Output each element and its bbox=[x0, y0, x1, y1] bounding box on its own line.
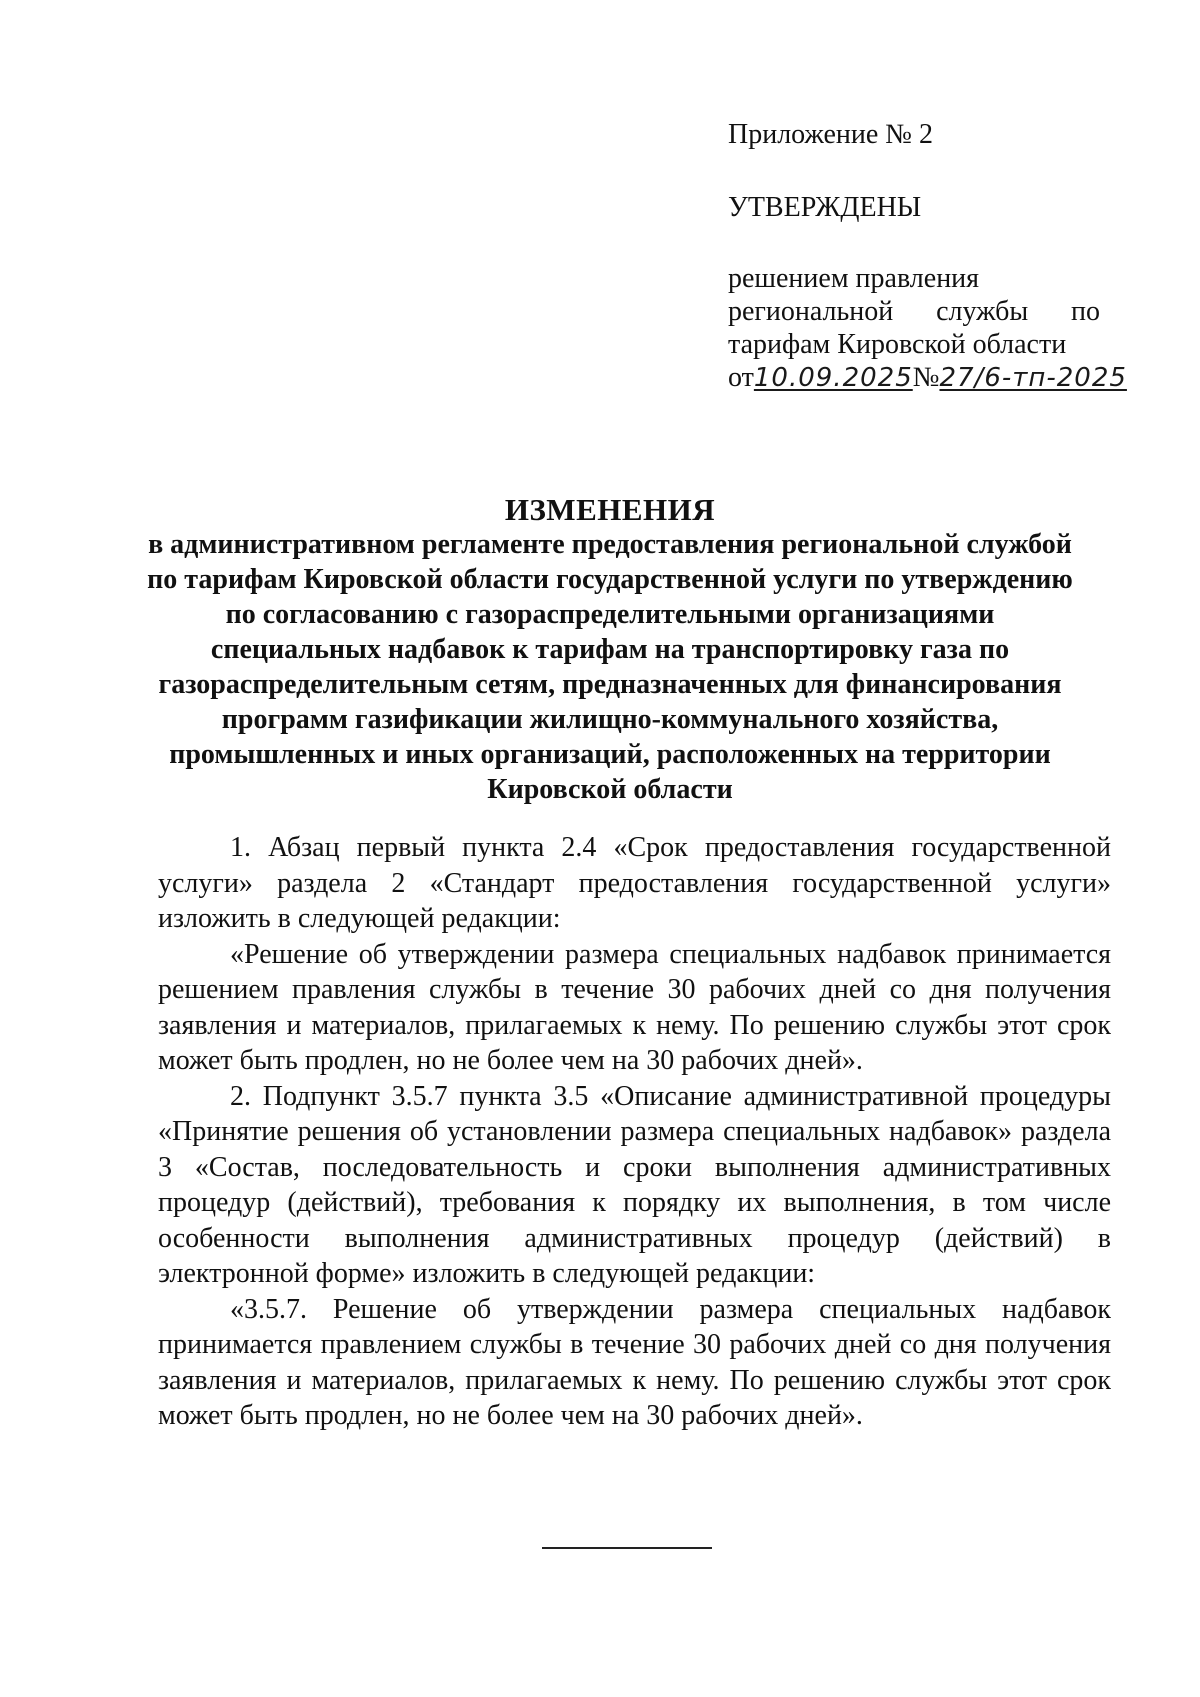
body-paragraph-2: «Решение об утверждении размера специальных надбавок принимается решением правления службы в течение 30 рабочих дней со дня получения заявления и материалов, прилагаемых к нему. По решению службы этот срок может быть продлен, но не более чем на 30 рабочих дней». bbox=[158, 938, 1111, 1076]
body-paragraph-4: «3.5.7. Решение об утверждении размера специальных надбавок принимается правлением службы в течение 30 рабочих дней со дня получения заявления и материалов, прилагаемых к нему. По решению службы этот срок может быть продлен, но не более чем на 30 рабочих дней». bbox=[158, 1293, 1111, 1431]
title-line: по согласованию с газораспределительными организациями bbox=[225, 599, 995, 630]
document-title: ИЗМЕНЕНИЯ bbox=[504, 492, 716, 527]
appendix-label: Приложение № 2 bbox=[728, 119, 933, 150]
number-prefix: № bbox=[912, 362, 940, 393]
document-body bbox=[158, 830, 1111, 1434]
title-line: промышленных и иных организаций, расположенных на территории bbox=[169, 739, 1051, 770]
handwritten-number: 27/6-тп-2025 bbox=[939, 363, 1127, 393]
approved-label: УТВЕРЖДЕНЫ bbox=[728, 192, 922, 223]
title-line: по тарифам Кировской области государственной услуги по утверждению bbox=[147, 564, 1073, 595]
approval-line-1: решением правления bbox=[728, 263, 980, 294]
handwritten-date: 10.09.2025 bbox=[753, 363, 913, 393]
date-prefix: от bbox=[728, 362, 754, 393]
title-line: Кировской области bbox=[487, 774, 733, 805]
approval-block bbox=[728, 118, 1127, 395]
approval-date-line bbox=[728, 361, 1127, 395]
approval-line-2 bbox=[728, 295, 1100, 328]
approval-word-2: службы bbox=[936, 296, 1029, 327]
title-line: газораспределительным сетям, предназначенных для финансирования bbox=[158, 669, 1062, 700]
approval-word-3: по bbox=[1071, 296, 1100, 327]
title-line: специальных надбавок к тарифам на транспортировку газа по bbox=[210, 634, 1010, 665]
title-line: в административном регламенте предоставления региональной службой bbox=[148, 529, 1072, 560]
approval-word-1: региональной bbox=[728, 296, 894, 327]
title-line: программ газификации жилищно-коммунального хозяйства, bbox=[221, 704, 999, 735]
approval-line-3: тарифам Кировской области bbox=[728, 329, 1067, 360]
document-title-block bbox=[120, 492, 1100, 807]
end-divider bbox=[542, 1547, 712, 1549]
body-paragraph-3: 2. Подпункт 3.5.7 пункта 3.5 «Описание административной процедуры «Принятие решения об установлении размера специальных надбавок» раздела 3 «Состав, последовательность и сроки выполнения административных процедур (действий), требования к порядку их выполнения, в том числе особенности выполнения административных процедур (действий) в электронной форме» изложить в следующей редакции: bbox=[158, 1080, 1111, 1289]
body-paragraph-1: 1. Абзац первый пункта 2.4 «Срок предоставления государственной услуги» раздела 2 «Стандарт предоставления государственной услуги» изложить в следующей редакции: bbox=[158, 832, 1111, 934]
